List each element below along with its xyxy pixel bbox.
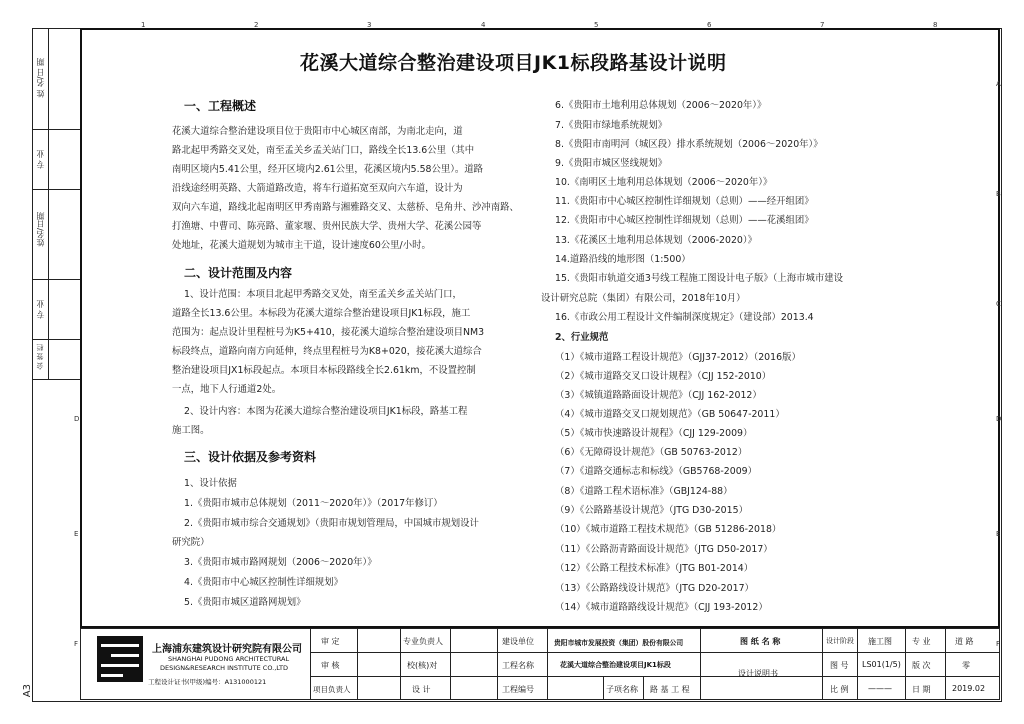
section-heading: 一、工程概述 bbox=[184, 99, 257, 113]
sign-label: 专 业 bbox=[36, 150, 45, 169]
basis-item: 7.《贵阳市绿地系统规划》 bbox=[555, 120, 668, 131]
row-letter: C bbox=[996, 300, 1001, 308]
drawing-name: 设计说明书 bbox=[738, 669, 778, 678]
design-stage: 施工图 bbox=[868, 637, 892, 646]
tb-label: 设 计 bbox=[412, 685, 431, 694]
tb-label: 设计阶段 bbox=[826, 637, 854, 645]
norm-item: （4）《城市道路交叉口规划规范》（GB 50647-2011） bbox=[555, 409, 785, 420]
norm-item: （12）《公路工程技术标准》（JTG B01-2014） bbox=[555, 563, 754, 574]
basis-item: 9.《贵阳市城区竖线规划》 bbox=[555, 158, 668, 169]
tb-label: 比 例 bbox=[830, 685, 849, 694]
norm-item: （11）《公路沥青路面设计规范》（JTG D50-2017） bbox=[555, 544, 773, 555]
client-name: 贵阳市城市发展投资（集团）股份有限公司 bbox=[554, 639, 684, 647]
sign-cell bbox=[32, 190, 80, 280]
basis-item: 11.《贵阳市中心城区控制性详细规划（总则）——经开组团》 bbox=[555, 196, 814, 207]
column-number: 4 bbox=[481, 21, 486, 29]
row-letter: F bbox=[996, 640, 1001, 648]
norm-item: （2）《城市道路交叉口设计规程》（CJJ 152-2010） bbox=[555, 371, 772, 382]
norm-item: （1）《城市道路工程设计规范》（GJJ37-2012）（2016版） bbox=[555, 352, 801, 363]
paragraph-line: 路北起甲秀路交叉处，南至孟关乡孟关站门口，路线全长13.6公里（其中 bbox=[172, 145, 475, 156]
row-letter: A bbox=[996, 80, 1001, 88]
tb-label: 专业负责人 bbox=[403, 637, 443, 646]
paragraph-line: 整治建设项目JX1标段起点。本项目本标段路线全长2.61km，不设置控制 bbox=[172, 365, 476, 376]
basis-item: 4.《贵阳市中心城区控制性详细规划》 bbox=[184, 577, 343, 588]
company-name-en: DESIGN&RESEARCH INSTITUTE CO.,LTD bbox=[160, 664, 289, 672]
sheet-size-label: A3 bbox=[22, 684, 33, 698]
tb-label: 专 业 bbox=[912, 637, 931, 646]
drawing-number: LS01(1/5) bbox=[862, 660, 901, 669]
sign-label: 姓 名/日 期 bbox=[36, 58, 45, 98]
row-letter: E bbox=[74, 530, 79, 538]
column-number: 7 bbox=[820, 21, 825, 29]
basis-item: 12.《贵阳市中心城区控制性详细规划（总则）——花溪组团》 bbox=[555, 215, 814, 226]
column-number: 1 bbox=[141, 21, 146, 29]
basis-item: 研究院） bbox=[172, 537, 210, 548]
norm-item: （10）《城市道路工程技术规范》（GB 51286-2018） bbox=[555, 524, 782, 535]
norm-item: （3）《城镇道路路面设计规范》（CJJ 162-2012） bbox=[555, 390, 762, 401]
page-title: 花溪大道综合整治建设项目JK1标段路基设计说明 bbox=[300, 52, 727, 74]
paragraph-line: 一点，地下人行通道2处。 bbox=[172, 384, 282, 395]
sign-cell bbox=[32, 280, 80, 340]
paragraph-line: 2、设计内容：本图为花溪大道综合整治建设项目JK1标段，路基工程 bbox=[184, 406, 468, 417]
section-heading: 二、设计范围及内容 bbox=[184, 266, 293, 280]
sign-label: 姓名/日期 bbox=[36, 212, 45, 247]
basis-item: 10.《南明区土地利用总体规划（2006～2020年）》 bbox=[555, 177, 773, 188]
scale: ——— bbox=[868, 684, 892, 693]
company-name-en: SHANGHAI PUDONG ARCHITECTURAL bbox=[168, 655, 290, 663]
row-letter: B bbox=[996, 190, 1001, 198]
revision: 零 bbox=[962, 661, 970, 670]
row-letter: D bbox=[74, 415, 80, 423]
tb-label: 子项名称 bbox=[606, 685, 638, 694]
basis-item: 6.《贵阳市土地利用总体规划（2006～2020年）》 bbox=[555, 100, 767, 111]
tb-label: 建设单位 bbox=[502, 637, 534, 646]
paragraph-line: 道路全长13.6公里。本标段为花溪大道综合整治建设项目JK1标段，施工 bbox=[172, 308, 471, 319]
column-number: 5 bbox=[594, 21, 599, 29]
company-logo bbox=[97, 636, 143, 682]
basis-item: 设计研究总院（集团）有限公司，2018年10月） bbox=[541, 293, 746, 304]
tb-label: 图 纸 名 称 bbox=[740, 637, 781, 646]
tb-label: 图 号 bbox=[830, 661, 849, 670]
basis-item: 16.《市政公用工程设计文件编制深度规定》（建设部）2013.4 bbox=[555, 312, 814, 323]
paragraph-line: 1、设计范围：本项目北起甲秀路交叉处，南至孟关乡孟关站门口， bbox=[184, 289, 462, 300]
basis-item: 5.《贵阳市城区道路网规划》 bbox=[184, 597, 306, 608]
paragraph-line: 范围为：起点设计里程桩号为K5+410，接花溪大道综合整治建设项目NM3 bbox=[172, 327, 485, 338]
norm-item: （13）《公路路线设计规范》（JTG D20-2017） bbox=[555, 583, 754, 594]
tb-label: 项目负责人 bbox=[313, 685, 351, 694]
column-number: 8 bbox=[933, 21, 938, 29]
paragraph-line: 施工图。 bbox=[172, 425, 210, 436]
paragraph-line: 南明区境内5.41公里，经开区境内2.61公里，花溪区境内5.58公里）。道路 bbox=[172, 164, 484, 175]
sign-cell bbox=[32, 340, 80, 380]
certificate-number: 工程设计证书(甲级)编号：A131000121 bbox=[148, 678, 267, 686]
project-name: 花溪大道综合整治建设项目JK1标段 bbox=[560, 661, 671, 669]
basis-item: 15.《贵阳市轨道交通3号线工程施工图设计电子版》（上海市城市建设 bbox=[555, 273, 844, 284]
tb-label: 工程编号 bbox=[502, 685, 534, 694]
column-number: 3 bbox=[367, 21, 372, 29]
tb-label: 日 期 bbox=[912, 685, 931, 694]
basis-item: 3.《贵阳市城市路网规划（2006～2020年）》 bbox=[184, 557, 377, 568]
basis-item: 2.《贵阳市城市综合交通规划》（贵阳市规划管理局，中国城市规划设计 bbox=[184, 518, 479, 529]
norm-item: （8）《道路工程术语标准》（GBJ124-88） bbox=[555, 486, 733, 497]
company-name: 上海浦东建筑设计研究院有限公司 bbox=[152, 644, 302, 655]
paragraph-line: 标段终点，道路向南方向延伸，终点里程桩号为K8+020，接花溪大道综合 bbox=[172, 346, 482, 357]
tb-label: 审 定 bbox=[321, 637, 340, 646]
norm-item: （7）《道路交通标志和标线》（GB5768-2009） bbox=[555, 466, 757, 477]
section-heading: 三、设计依据及参考资料 bbox=[184, 450, 317, 464]
column-number: 6 bbox=[707, 21, 712, 29]
paragraph-line: 打渔塘、中曹司、陈亮路、董家堰、贵州民族大学、贵州大学、花溪公园等 bbox=[172, 221, 482, 232]
paragraph-line: 花溪大道综合整治建设项目位于贵阳市中心城区南部，为南北走向，道 bbox=[172, 126, 463, 137]
norm-item: （6）《无障碍设计规范》（GB 50763-2012） bbox=[555, 447, 748, 458]
basis-item: 1.《贵阳市城市总体规划（2011～2020年）》（2017年修订） bbox=[184, 498, 443, 509]
sign-label: 会 签 栏 bbox=[36, 344, 44, 370]
subheading: 1、设计依据 bbox=[184, 478, 237, 489]
basis-item: 14.道路沿线的地形图（1:500） bbox=[555, 254, 691, 265]
basis-item: 8.《贵阳市南明河（城区段）排水系统规划（2006～2020年）》 bbox=[555, 139, 823, 150]
tb-label: 审 核 bbox=[321, 661, 340, 670]
tb-label: 工程名称 bbox=[502, 661, 534, 670]
date: 2019.02 bbox=[952, 684, 986, 693]
sign-cell bbox=[32, 130, 80, 190]
paragraph-line: 处地址，花溪大道规划为城市主干道，设计速度60公里/小时。 bbox=[172, 240, 431, 251]
tb-label: 版 次 bbox=[912, 661, 931, 670]
sign-label: 专 业 bbox=[36, 300, 45, 319]
row-letter: F bbox=[74, 640, 79, 648]
basis-item: 13.《花溪区土地利用总体规划（2006-2020）》 bbox=[555, 235, 757, 246]
row-letter: D bbox=[996, 415, 1002, 423]
norm-item: （14）《城市道路路线设计规范》（CJJ 193-2012） bbox=[555, 602, 768, 613]
sign-cell bbox=[32, 28, 80, 130]
norm-item: （5）《城市快速路设计规程》（CJJ 129-2009） bbox=[555, 428, 753, 439]
paragraph-line: 沿线途经明英路、大箭道路改造，将车行道拓宽至双向六车道，设计为 bbox=[172, 183, 463, 194]
subproject-name: 路 基 工 程 bbox=[650, 685, 690, 694]
row-letter: E bbox=[996, 530, 1001, 538]
discipline: 道 路 bbox=[955, 637, 974, 646]
norm-item: （9）《公路路基设计规范》（JTG D30-2015） bbox=[555, 505, 748, 516]
paragraph-line: 双向六车道，路线北起南明区甲秀南路与湘雅路交叉、太慈桥、皂角井、沙冲南路、 bbox=[172, 202, 519, 213]
subheading: 2、行业规范 bbox=[555, 332, 609, 343]
tb-label: 校(核)对 bbox=[407, 661, 438, 670]
column-number: 2 bbox=[254, 21, 259, 29]
